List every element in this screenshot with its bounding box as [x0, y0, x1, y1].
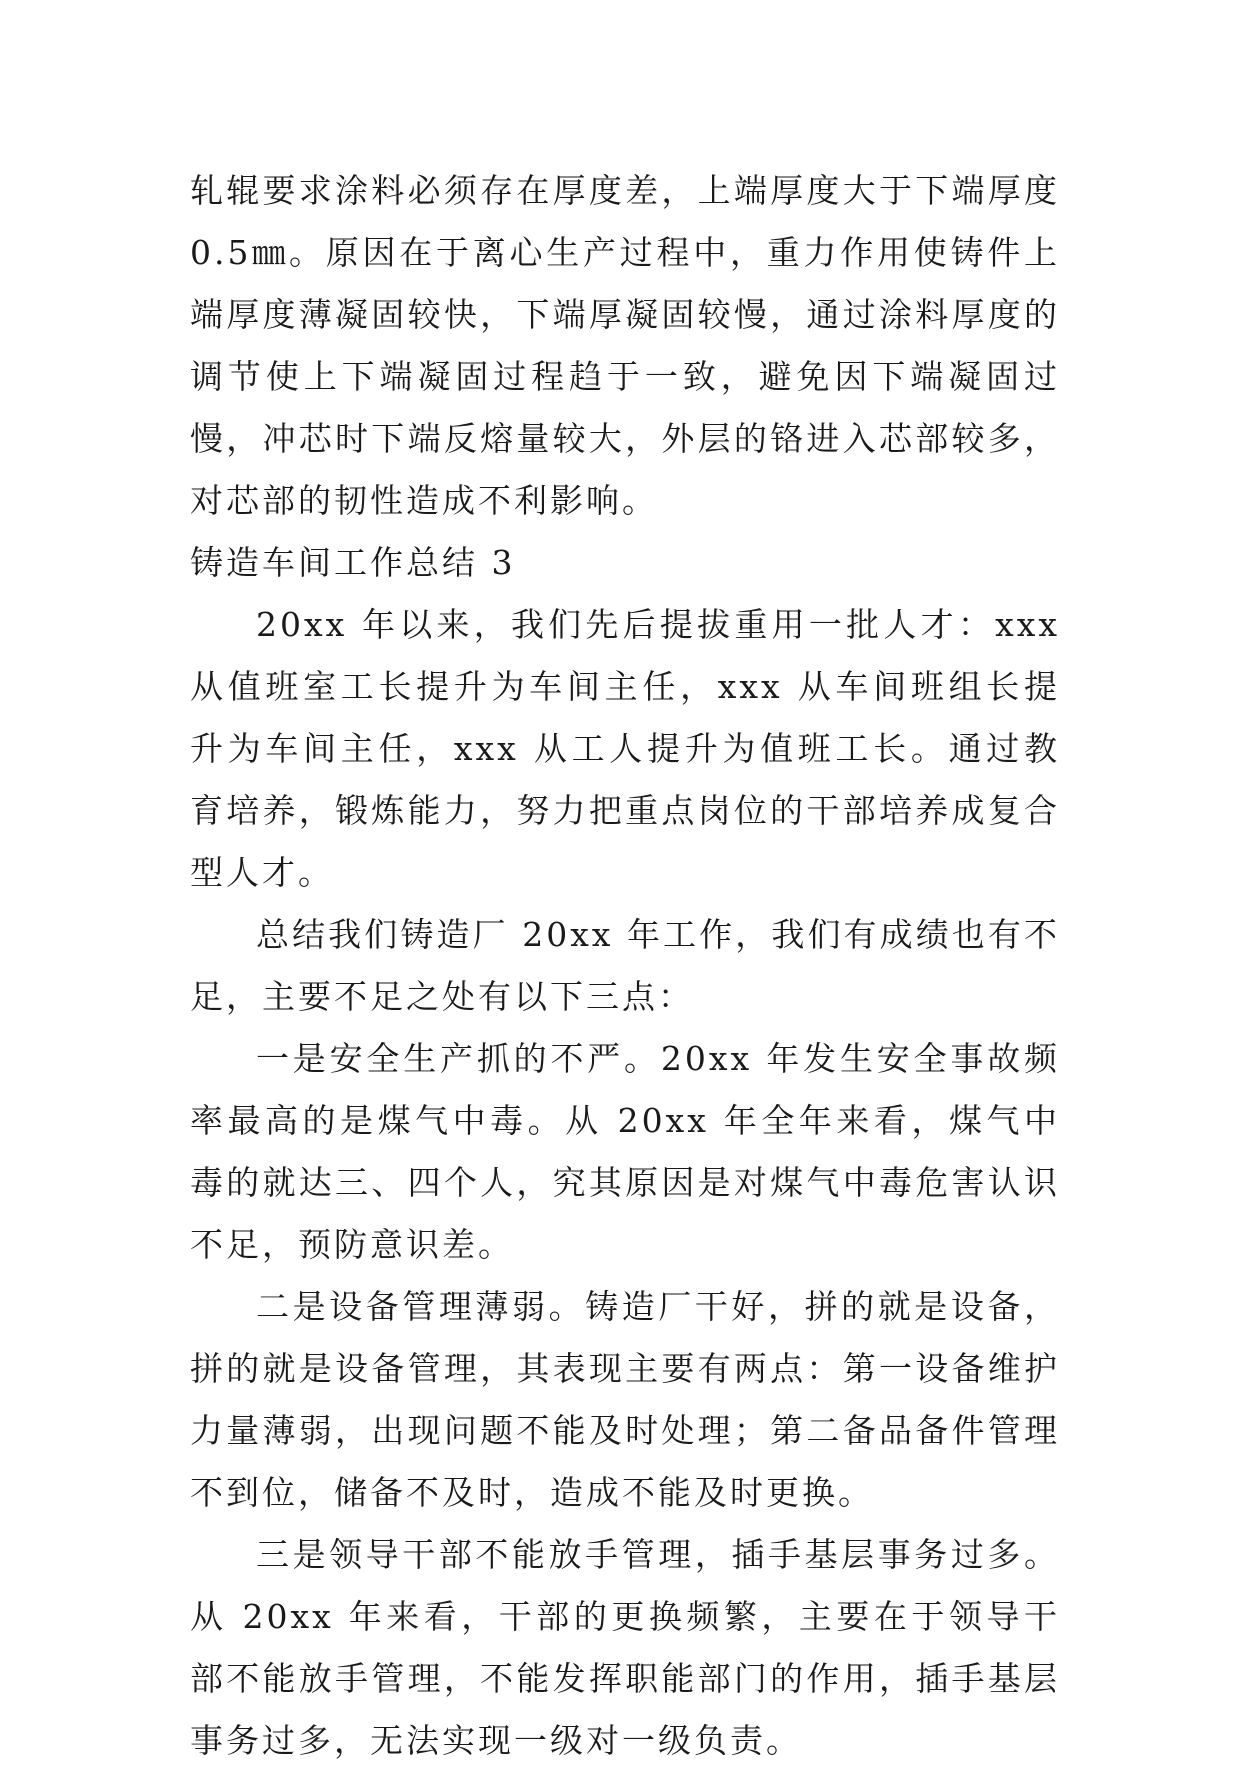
document-body: [190, 160, 1060, 1772]
paragraph-equipment: 二是设备管理薄弱。铸造厂干好，拼的就是设备，拼的就是设备管理，其表现主要有两点：第一设备维护力量薄弱，出现问题不能及时处理；第二备品备件管理不到位，储备不及时，造成不能及时更换。: [190, 1287, 1060, 1512]
section-title: 铸造车间工作总结 3: [190, 543, 516, 582]
paragraph-leadership: 三是领导干部不能放手管理，插手基层事务过多。从 20xx 年来看，干部的更换频繁，主要在于领导干部不能放手管理，不能发挥职能部门的作用，插手基层事务过多，无法实现一级对一级负责。: [190, 1535, 1060, 1760]
paragraph-continued: 轧辊要求涂料必须存在厚度差，上端厚度大于下端厚度0.5㎜。原因在于离心生产过程中，重力作用使铸件上端厚度薄凝固较快，下端厚凝固较慢，通过涂料厚度的调节使上下端凝固过程趋于一致，避免因下端凝固过慢，冲芯时下端反熔量较大，外层的铬进入芯部较多，对芯部的韧性造成不利影响。: [190, 171, 1060, 520]
paragraph-talent-promotion: 20xx 年以来，我们先后提拔重用一批人才：xxx 从值班室工长提升为车间主任，xxx 从车间班组长提升为车间主任，xxx 从工人提升为值班工长。通过教育培养，锻炼能力，努力把重点岗位的干部培养成复合型人才。: [190, 605, 1060, 892]
paragraph-safety: 一是安全生产抓的不严。20xx 年发生安全事故频率最高的是煤气中毒。从 20xx 年全年来看，煤气中毒的就达三、四个人，究其原因是对煤气中毒危害认识不足，预防意识差。: [190, 1039, 1060, 1264]
paragraph-summary-intro: 总结我们铸造厂 20xx 年工作，我们有成绩也有不足，主要不足之处有以下三点：: [190, 915, 1060, 1016]
